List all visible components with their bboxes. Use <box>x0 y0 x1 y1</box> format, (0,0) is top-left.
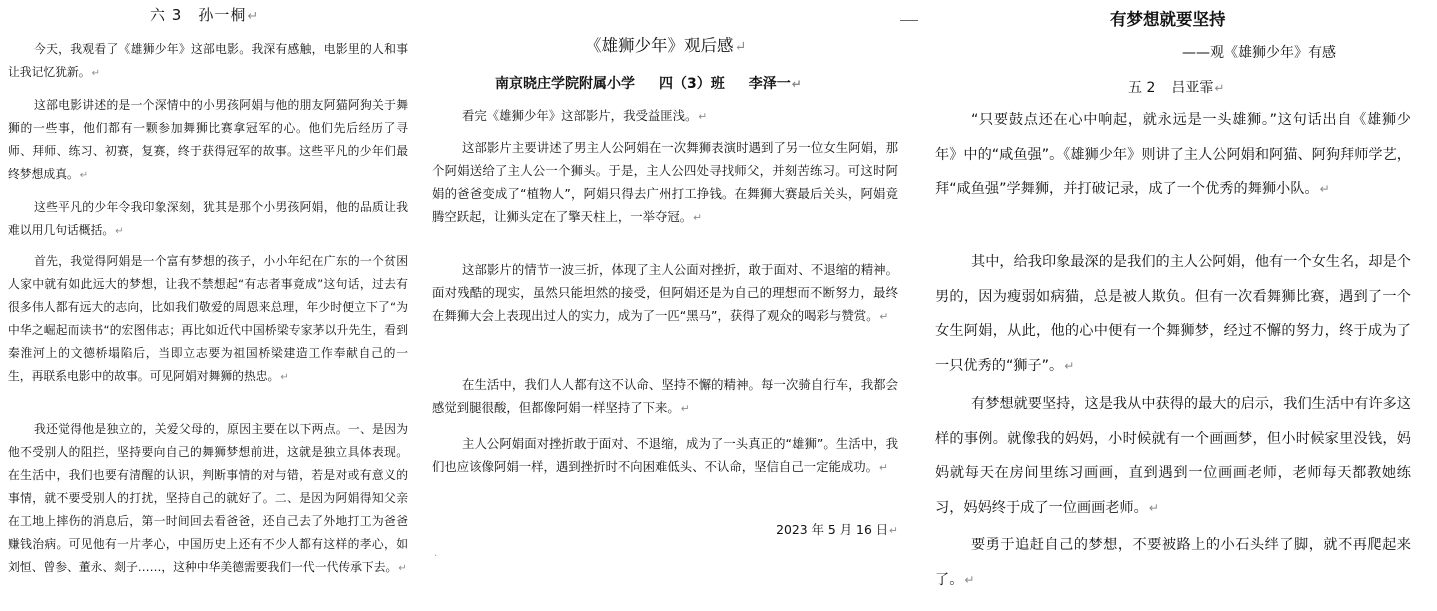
paragraph-mark-icon: ↵ <box>1064 358 1075 373</box>
essay2-author: 李泽一 <box>748 76 791 92</box>
essay2-paragraph: 这部影片的情节一波三折，体现了主人公面对挫折，敢于面对、不退缩的精神。面对残酷的现实，虽然只能坦然的接受，但阿娟还是为自己的理想而不断努力，最终在舞狮大会上表现出过人的实力，成为了一匹“黑马”，获得了观众的喝彩与赞赏。↵ <box>432 262 898 323</box>
paragraph-mark-icon: ↵ <box>115 226 124 237</box>
paragraph-mark-icon: ↵ <box>398 563 407 574</box>
paragraph-mark-icon: ↵ <box>889 525 898 537</box>
essay2-paragraph: 看完《雄狮少年》这部影片，我受益匪浅。↵ <box>462 108 708 123</box>
paragraph-mark-icon: ↵ <box>879 462 888 474</box>
paragraph-mark-icon: ↵ <box>791 77 802 91</box>
paragraph-mark-icon: ↵ <box>91 68 100 79</box>
page-divider <box>900 20 918 21</box>
essay3-paragraph: 其中，给我印象最深的是我们的主人公阿娟，他有一个女生名，却是个男的，因为瘦弱如病猫，总是被人欺负。但有一次看舞狮比赛，遇到了一个女生阿娟，从此，他的心中便有一个舞狮梦，经过不懈的努力，终于成为了一只优秀的“狮子”。↵ <box>935 254 1411 374</box>
essay1-author: 孙一桐 <box>198 6 247 24</box>
essay1-paragraph: 这部电影讲述的是一个深情中的小男孩阿娟与他的朋友阿猫阿狗关于舞狮的一些事，他们都有一颗参加舞狮比赛拿冠军的心。他们先后经历了寻师、拜师、练习、初赛，复赛，终于获得冠军的故事。这些平凡的少年们最终梦想成真。↵ <box>8 98 408 181</box>
essay3-paragraph: “只要鼓点还在心中响起，就永远是一头雄狮。”这句话出自《雄狮少年》中的“咸鱼强”。《雄狮少年》则讲了主人公阿娟和阿猫、阿狗拜师学艺，拜“咸鱼强”学舞狮，并打破记录，成了一个优秀的舞狮小队。↵ <box>935 112 1411 198</box>
paragraph-mark-icon: ↵ <box>680 403 690 415</box>
essay3-subtitle: ——观《雄狮少年》有感 <box>1182 45 1336 61</box>
essay2-class: 四（3）班 <box>659 76 725 92</box>
essay1-paragraph: 这些平凡的少年令我印象深刻，犹其是那个小男孩阿娟，他的品质让我难以用几句话概括。↵ <box>8 200 408 237</box>
essay2-byline <box>495 73 802 93</box>
paragraph-mark-icon: ↵ <box>280 372 289 383</box>
paragraph-mark-icon: ↵ <box>693 212 703 224</box>
essay1-paragraph: 今天，我观看了《雄狮少年》这部电影。我深有感触，电影里的人和事让我记忆犹新。↵ <box>8 42 408 79</box>
essay2-date: 2023 年 5 月 16 日↵ <box>776 522 898 537</box>
paragraph-mark-icon: ↵ <box>734 39 747 55</box>
essay2-title: 《雄狮少年》观后感↵ <box>585 36 747 55</box>
essay2-paragraph: 这部影片主要讲述了男主人公阿娟在一次舞狮表演时遇到了另一位女生阿娟，那个阿娟送给了主人公一个狮头。于是，主人公四处寻找师父，并刻苦练习。可这时阿娟的爸爸变成了“植物人”，阿娟只得去广州打工挣钱。在舞狮大赛最后关头，阿娟竟腾空跃起，让狮头定在了擎天柱上，一举夺冠。↵ <box>432 140 898 224</box>
essay1-paragraph: 首先，我觉得阿娟是一个富有梦想的孩子，小小年纪在广东的一个贫困人家中就有如此远大的梦想，让我不禁想起“有志者事竟成”这句话，过去有很多伟人都有远大的志向，比如我们敬爱的周恩来总理，年少时便立下了“为中华之崛起而读书“的宏图伟志；再比如近代中国桥梁专家茅以升先生，看到秦淮河上的文德桥塌陷后，当即立志要为祖国桥梁建造工作奉献自己的一生，再联系电影中的故事。可见阿娟对舞狮的热忠。↵ <box>8 254 408 383</box>
paragraph-mark-icon: ↵ <box>879 311 889 323</box>
essay3-byline <box>1128 77 1224 97</box>
paragraph-mark-icon: ↵ <box>1319 182 1330 197</box>
essay2-school: 南京晓庄学院附属小学 <box>495 76 635 92</box>
essay1-header <box>150 4 259 25</box>
paragraph-mark-icon: ↵ <box>1148 500 1159 515</box>
essay1-paragraph: 我还觉得他是独立的，关爱父母的，原因主要在以下两点。一、是因为他不受别人的阻拦，坚持要向自己的舞狮梦想前进，这就是独立具体表现。在生活中，我们也要有清醒的认识，判断事情的对与错，若是对或有意义的事情，就不要受别人的打扰，坚持自己的就好了。二、是因为阿娟得知父亲在工地上摔伤的消息后，第一时间回去看爸爸，还自己去了外地打工为爸爸赚钱治病。可见他有一片孝心，中国历史上还有不少人都有这样的孝心，如刘恒、曾参、董永、剡子……，这种中华美德需要我们一代一代传承下去。↵ <box>8 422 408 574</box>
empty-line-marker-icon: . <box>434 548 438 559</box>
paragraph-mark-icon: ↵ <box>79 170 89 181</box>
paragraph-mark-icon: ↵ <box>247 9 260 24</box>
essay3-class: 五 2 <box>1128 80 1156 96</box>
essay3-author: 吕亚霏 <box>1171 80 1214 96</box>
essay2-paragraph: 主人公阿娟面对挫折敢于面对、不退缩，成为了一头真正的“雄狮”。生活中，我们也应该像阿娟一样，遇到挫折时不向困难低头、不认命，坚信自己一定能成功。↵ <box>432 436 898 474</box>
essay2-paragraph: 在生活中，我们人人都有这不认命、坚持不懈的精神。每一次骑自行车，我都会感觉到腿很酸，但都像阿娟一样坚持了下来。↵ <box>432 377 898 415</box>
essay3-title: 有梦想就要坚持 <box>1110 10 1226 29</box>
essay3-paragraph: 要勇于追赶自己的梦想，不要被路上的小石头绊了脚，就不再爬起来了。↵ <box>935 537 1411 588</box>
paragraph-mark-icon: ↵ <box>964 572 975 587</box>
paragraph-mark-icon: ↵ <box>698 111 708 123</box>
essay3-paragraph: 有梦想就要坚持，这是我从中获得的最大的启示，我们生活中有许多这样的事例。就像我的妈妈，小时候就有一个画画梦，但小时候家里没钱，妈妈就每天在房间里练习画画，直到遇到一位画画老师，老师每天都教她练习，妈妈终于成了一位画画老师。↵ <box>935 396 1411 516</box>
essay1-class: 六 3 <box>150 6 183 24</box>
paragraph-mark-icon: ↵ <box>1214 81 1225 95</box>
